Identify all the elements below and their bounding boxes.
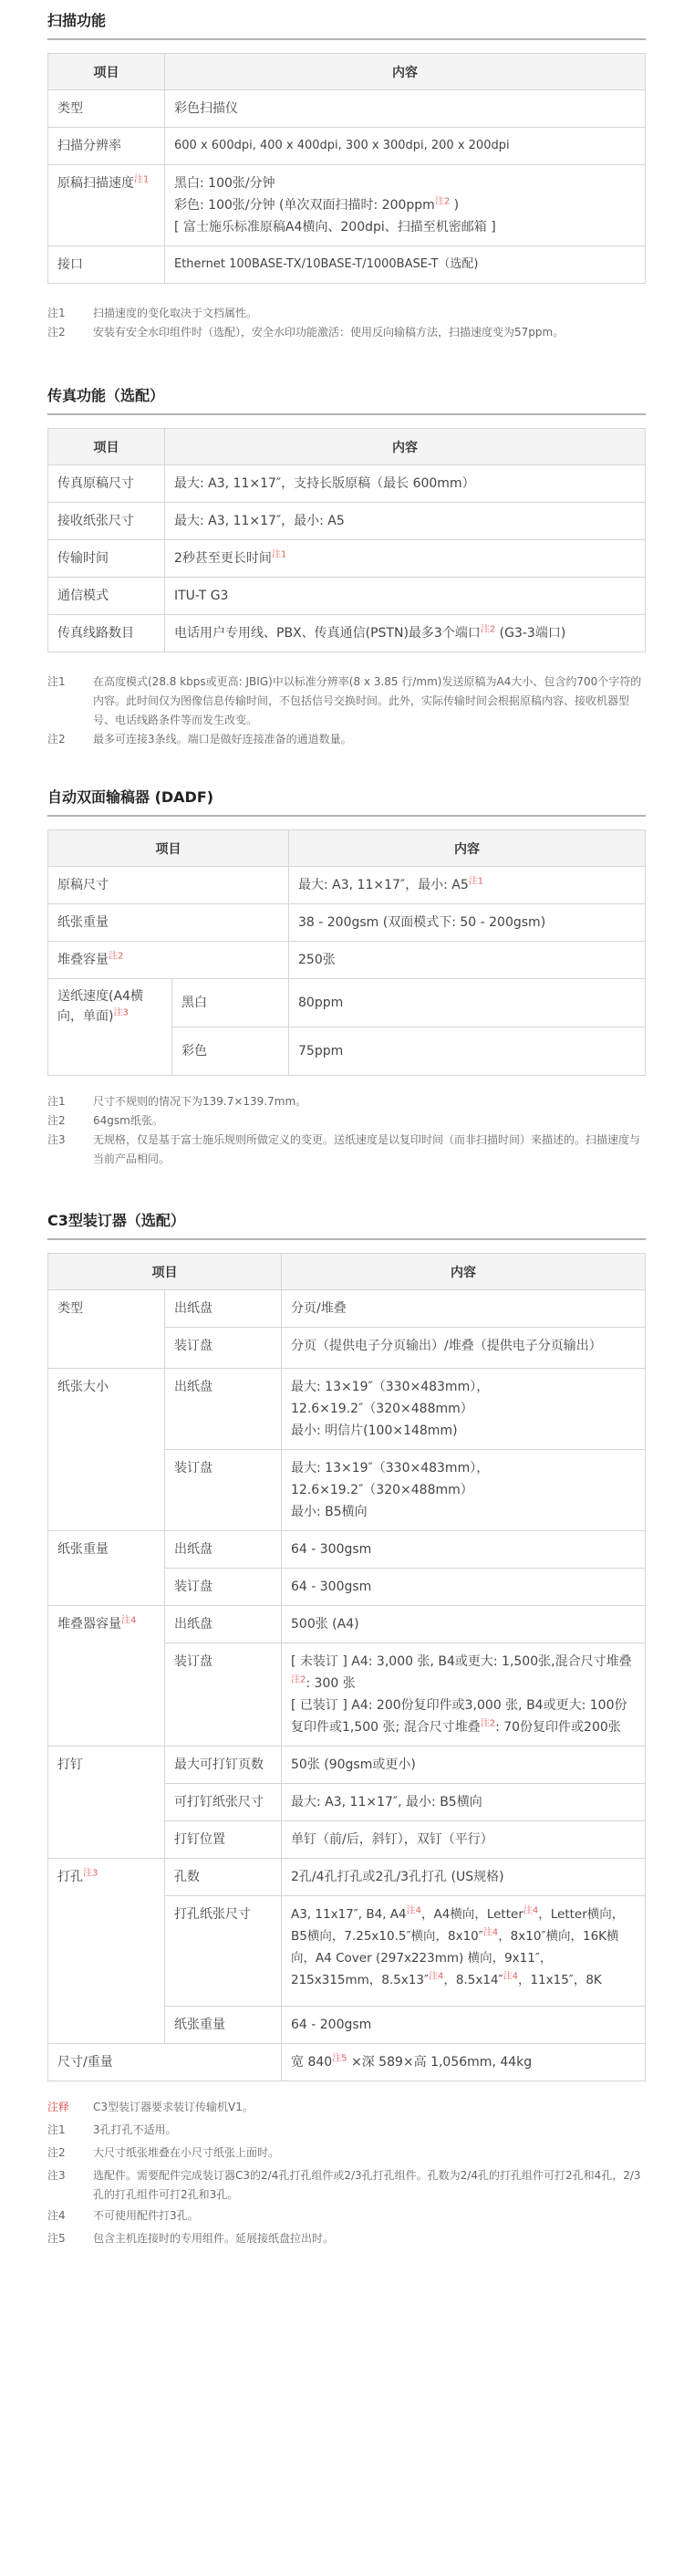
footnote-marker: 注1 [271,549,287,560]
row-value: 500张 (A4) [282,1606,646,1643]
row-label: 纸张大小 [48,1369,165,1531]
note-item: 注2 安装有安全水印组件时（选配），安全水印功能激活：使用反向输稿方法，扫描速度变为57ppm。 [47,326,565,339]
note-item: 注4 不可使用配件打3孔。 [47,2209,199,2222]
row-value: 分页/堆叠 [282,1290,646,1328]
note-item: 注1 3孔打孔不适用。 [47,2123,177,2136]
table-row [48,246,646,284]
table-header-row [48,1254,646,1290]
row-label: 传真原稿尺寸 [48,465,165,503]
row-label: 通信模式 [48,578,165,615]
row-label: 接口 [48,246,165,284]
speed-color: 彩色: 100张/分钟 (单次双面扫描时: 200ppm$^{注2}$ ) [174,196,460,213]
fax-notes [47,673,646,749]
table-row [48,942,646,979]
table-row [48,128,646,165]
footnote-marker: 注3 [113,1007,129,1018]
note-item: 注2 64gsm纸张。 [47,1114,163,1127]
note-item: 注1 扫描速度的变化取决于文档属性。 [47,307,258,319]
speed-bw: 黑白: 100张/分钟 [174,176,275,191]
table-row [48,540,646,578]
row-label: 尺寸/重量 [48,2044,282,2081]
row-label: 类型 [48,1290,165,1369]
table-row [48,1747,646,1784]
sub-label: 出纸盘 [165,1369,282,1450]
table-row [48,165,646,246]
dadf-notes [47,1092,646,1169]
row-value: 250张 [289,942,646,979]
row-label: 打孔$^{注3}$ [48,1859,165,2044]
row-value: 75ppm [289,1027,646,1076]
table-row [48,1290,646,1328]
footnote-marker: 注4 [429,1971,444,1982]
footnote-marker: 注3 [83,1868,98,1879]
table-row [48,465,646,503]
note-item: 注1 尺寸不规则的情况下为139.7×139.7mm。 [47,1095,307,1108]
row-value: 2秒甚至更长时间$^{注1}$ [165,540,646,578]
row-label: 堆叠容量$^{注2}$ [48,942,289,979]
row-label: 打钉 [48,1747,165,1859]
row-label: 传真线路数目 [48,615,165,652]
footnote-marker: 注1 [468,876,484,887]
table-row [48,867,646,904]
row-label: 原稿尺寸 [48,867,289,904]
sub-label: 出纸盘 [165,1290,282,1328]
row-value: 最大: 13×19″（330×483mm），12.6×19.2″（320×488mm） 最小: B5横向 [282,1450,646,1531]
footnote-marker: 注2 [109,951,124,962]
dadf-section-title: 自动双面输稿器 (DADF) [47,786,646,817]
sub-label: 最大可打钉页数 [165,1747,282,1784]
sub-label: 装订盘 [165,1450,282,1531]
table-row [48,2044,646,2081]
row-label: 原稿扫描速度$^{注1}$ [48,165,165,246]
note-item: 注2 最多可连接3条线。端口是做好连接准备的通道数量。 [47,733,352,746]
fax-section-title: 传真功能（选配） [47,384,646,415]
fax-spec-table [47,428,646,652]
table-header-row [48,429,646,465]
table-row [48,578,646,615]
sub-label: 纸张重量 [165,2007,282,2044]
table-row [48,615,646,652]
row-label: 接收纸张尺寸 [48,503,165,540]
c3-section-title: C3型装订器（选配） [47,1209,646,1240]
row-value: 64 - 300gsm [282,1531,646,1569]
c3-section [47,1169,646,2250]
row-value: [ 未装订 ] A4: 3,000 张, B4或更大: 1,500张,混合尺寸堆叠$^{注2}$: 300 张 [ 已装订 ] A4: 200份复印件或3,000 张, B4或更大: 100份复印件或1,500 张; 混合尺寸堆叠$^{注2}$: 70份复印件或200张 [282,1643,646,1747]
table-row [48,904,646,942]
row-value: 50张 (90gsm或更小) [282,1747,646,1784]
fax-section [47,342,646,749]
row-value: 最大: A3, 11×17″, 最小: B5横向 [282,1784,646,1821]
note-item: 注5 包含主机连接时的专用组件。延展接纸盘拉出时。 [47,2232,335,2245]
header-item: 项目 [48,54,165,90]
header-content: 内容 [282,1254,646,1290]
table-row [48,503,646,540]
footnote-marker: 注4 [503,1971,518,1982]
sub-label: 打钉位置 [165,1821,282,1859]
row-value: ITU-T G3 [165,578,646,615]
header-item: 项目 [48,429,165,465]
row-value: 分页（提供电子分页输出）/堆叠（提供电子分页输出） [282,1328,646,1369]
sub-label: 彩色 [172,1027,289,1076]
row-value: Ethernet 100BASE-TX/10BASE-T/1000BASE-T（选配) [165,246,646,284]
footnote-marker: 注4 [406,1905,422,1916]
row-value: 宽 $840^{注5}$ ×深 589×高 1,056mm, 44kg [282,2044,646,2081]
footnote-marker: 注5 [332,2053,347,2064]
speed-condition: [ 富士施乐标准原稿A4横向、200dpi、扫描至机密邮箱 ] [174,220,496,235]
c3-notes [47,2096,646,2250]
row-value: 单钉（前/后，斜钉），双钉（平行） [282,1821,646,1859]
footnote-marker: 注4 [523,1905,539,1916]
row-label: 纸张重量 [48,1531,165,1606]
table-row [48,1606,646,1643]
row-value: 80ppm [289,979,646,1027]
header-item: 项目 [48,1254,282,1290]
table-row [48,1369,646,1450]
header-content: 内容 [165,429,646,465]
scan-section [47,0,646,342]
footnote-marker: 注2 [480,1718,496,1729]
row-value: 最大: A3, 11×17″，支持长版原稿（最长 600mm） [165,465,646,503]
footnote-marker: 注4 [482,1927,499,1938]
sub-label: 装订盘 [165,1643,282,1747]
row-value: 电话用户专用线、PBX、传真通信(PSTN)最多3个端口$^{注2}$ (G3-3端口) [165,615,646,652]
sub-label: 装订盘 [165,1328,282,1369]
row-value: 最大: 13×19″（330×483mm），12.6×19.2″（320×488mm） 最小: 明信片(100×148mm) [282,1369,646,1450]
row-label: 堆叠器容量$^{注4}$ [48,1606,165,1747]
note-item: 注2 大尺寸纸张堆叠在小尺寸纸张上面时。 [47,2146,280,2159]
footnote-marker: 注4 [121,1615,137,1626]
sub-label: 打孔纸张尺寸 [165,1896,282,2007]
row-value: 最大: A3, 11×17″，最小: A5 [165,503,646,540]
sub-label: 孔数 [165,1859,282,1896]
table-row [48,1859,646,1896]
row-value: 2孔/4孔打孔或2孔/3孔打孔 (US规格) [282,1859,646,1896]
row-value: 64 - 300gsm [282,1569,646,1606]
note-item: 注释 C3型装订器要求装订传输机V1。 [47,2101,254,2113]
row-value: 最大: A3, 11×17″，最小: A5$^{注1}$ [289,867,646,904]
row-label: 送纸速度(A4横向，单面)$^{注3}$ [48,979,172,1076]
row-label: 扫描分辨率 [48,128,165,165]
sub-label: 可打钉纸张尺寸 [165,1784,282,1821]
row-label: 传输时间 [48,540,165,578]
row-value: 38 - 200gsm (双面模式下: 50 - 200gsm) [289,904,646,942]
footnote-marker: 注2 [480,624,496,635]
scan-spec-table [47,53,646,284]
table-row [48,1531,646,1569]
footnote-marker: 注2 [291,1674,306,1685]
footnote-marker: 注1 [134,174,150,185]
table-header-row [48,54,646,90]
note-item: 注1 在高度模式(28.8 kbps或更高: JBIG)中以标准分辨率(8 x 3.85 行/mm)发送原稿为A4大小、包含约700个字符的内容。此时间仅为图像信息传输时间，不包括信号交换时间。此外，实际传输时间会根据原稿内容、接收机器型号、电话线路条件等而发生改变。 [47,675,642,726]
sub-label: 出纸盘 [165,1531,282,1569]
table-row [48,90,646,128]
sub-label: 装订盘 [165,1569,282,1606]
row-value: A3, 11x17″, B4, A4$^{注4}$，A4横向，Letter$^{注4}$，Letter横向，B5横向，7.25x10.5″横向，8x10″$^{注4}$，8x10″横向，16K横向，A4 Cover (297x223mm) 横向，9x11″，215x315mm，8.5x13″$^{注4}$，8.5x14″$^{注4}$，11x15″，8K [282,1896,646,2007]
row-value: 彩色扫描仪 [165,90,646,128]
note-item: 注3 无规格，仅是基于富士施乐规则所做定义的变更。送纸速度是以复印时间（而非扫描时间）来描述的。扫描速度与当前产品相同。 [47,1133,641,1165]
scan-section-title: 扫描功能 [47,9,646,40]
header-content: 内容 [165,54,646,90]
scan-notes [47,304,646,342]
sub-label: 出纸盘 [165,1606,282,1643]
dadf-section [47,749,646,1169]
row-label: 纸张重量 [48,904,289,942]
sub-label: 黑白 [172,979,289,1027]
dadf-spec-table [47,829,646,1076]
table-header-row [48,830,646,867]
row-value: 64 - 200gsm [282,2007,646,2044]
header-content: 内容 [289,830,646,867]
note-item: 注3 选配件。需要配件完成装订器C3的2/4孔打孔组件或2/3孔打孔组件。孔数为2/4孔的打孔组件可打2孔和4孔，2/3孔的打孔组件可打2孔和3孔。 [47,2169,641,2201]
c3-spec-table [47,1253,646,2081]
footnote-marker: 注2 [434,196,451,207]
row-value: 600 x 600dpi, 400 x 400dpi, 300 x 300dpi, 200 x 200dpi [165,128,646,165]
header-item: 项目 [48,830,289,867]
table-row [48,979,646,1027]
row-label: 类型 [48,90,165,128]
row-value [165,165,646,246]
